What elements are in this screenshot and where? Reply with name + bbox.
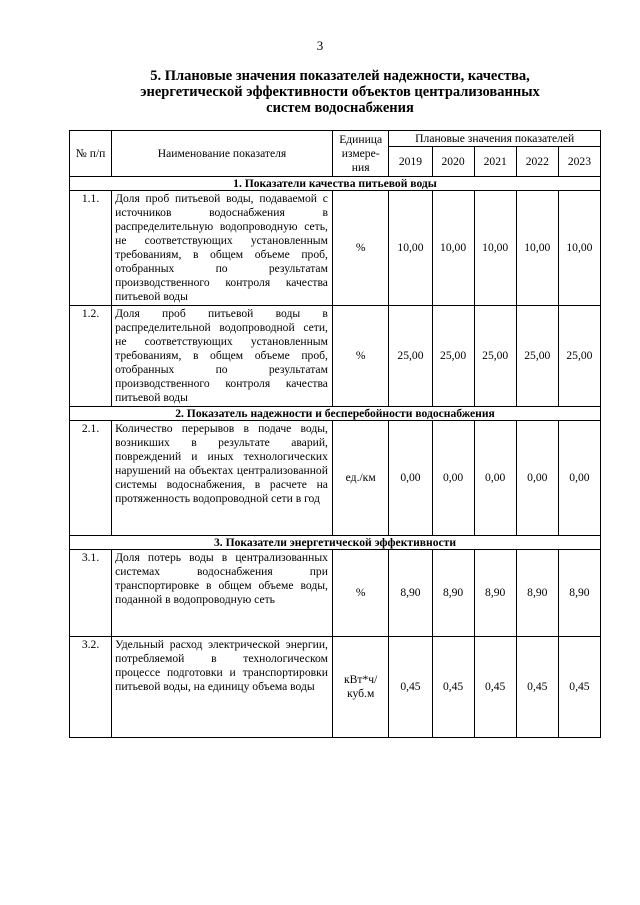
row-value: 25,00 <box>516 306 558 407</box>
header-unit: Единица измере-ния <box>332 131 388 177</box>
row-value: 25,00 <box>474 306 516 407</box>
row-indicator-name: Доля проб питьевой воды в распределительной водопроводной сети, не соответствующих установленным требованиям, в общем объеме проб, отобранных по результатам производственного контроля качества питьевой воды <box>112 306 333 407</box>
header-planned-values: Плановые значения показателей <box>389 131 601 147</box>
header-year-2021: 2021 <box>474 147 516 177</box>
row-number: 1.1. <box>70 191 112 306</box>
table-row <box>70 191 601 306</box>
row-unit: % <box>332 191 388 306</box>
row-value: 10,00 <box>474 191 516 306</box>
row-value: 0,45 <box>516 637 558 738</box>
row-value: 25,00 <box>558 306 600 407</box>
section-title: 2. Показатель надежности и бесперебойности водоснабжения <box>70 407 601 421</box>
row-value: 10,00 <box>516 191 558 306</box>
title-line-2: энергетической эффективности объектов централизованных <box>140 84 540 100</box>
header-indicator-name: Наименование показателя <box>112 131 333 177</box>
row-value: 0,00 <box>432 421 474 536</box>
row-value: 0,00 <box>558 421 600 536</box>
row-indicator-name: Доля потерь воды в централизованных системах водоснабжения при транспортировке в общем объеме воды, поданной в водопроводную сеть <box>112 550 333 637</box>
section-title: 3. Показатели энергетической эффективности <box>70 536 601 550</box>
table-row <box>70 421 601 536</box>
table-row <box>70 637 601 738</box>
indicators-table <box>69 130 601 738</box>
title-line-3: систем водоснабжения <box>266 100 414 116</box>
row-value: 0,45 <box>558 637 600 738</box>
section-title: 1. Показатели качества питьевой воды <box>70 177 601 191</box>
row-unit: ед./км <box>332 421 388 536</box>
title-line-1: 5. Плановые значения показателей надежности, качества, <box>150 68 530 84</box>
section-row <box>70 177 601 191</box>
row-unit: % <box>332 306 388 407</box>
row-unit: кВт*ч/ куб.м <box>332 637 388 738</box>
header-year-2020: 2020 <box>432 147 474 177</box>
row-indicator-name: Количество перерывов в подаче воды, возникших в результате аварий, повреждений и иных технологических нарушений на объектах централизованной системы водоснабжения, в расчете на протяженность водопроводной сети в год <box>112 421 333 536</box>
row-unit: % <box>332 550 388 637</box>
row-value: 10,00 <box>432 191 474 306</box>
row-value: 0,00 <box>516 421 558 536</box>
row-number: 3.1. <box>70 550 112 637</box>
row-value: 8,90 <box>432 550 474 637</box>
page-number: 3 <box>316 38 324 53</box>
table-row <box>70 306 601 407</box>
row-indicator-name: Доля проб питьевой воды, подаваемой с источников водоснабжения в распределительную водопроводную сеть, не соответствующих установленным требованиям, в общем объеме проб, отобранных по результатам производственного контроля качества питьевой воды <box>112 191 333 306</box>
row-number: 3.2. <box>70 637 112 738</box>
section-row <box>70 536 601 550</box>
row-value: 8,90 <box>389 550 432 637</box>
section-row <box>70 407 601 421</box>
row-value: 0,45 <box>474 637 516 738</box>
row-value: 0,00 <box>474 421 516 536</box>
row-value: 10,00 <box>558 191 600 306</box>
row-value: 0,45 <box>389 637 432 738</box>
row-number: 1.2. <box>70 306 112 407</box>
row-value: 0,00 <box>389 421 432 536</box>
row-value: 8,90 <box>516 550 558 637</box>
header-year-2019: 2019 <box>389 147 432 177</box>
table-row <box>70 550 601 637</box>
row-value: 10,00 <box>389 191 432 306</box>
row-value: 0,45 <box>432 637 474 738</box>
row-value: 25,00 <box>432 306 474 407</box>
row-indicator-name: Удельный расход электрической энергии, потребляемой в технологическом процессе подготовки и транспортировки питьевой воды, на единицу объема воды <box>112 637 333 738</box>
row-number: 2.1. <box>70 421 112 536</box>
header-year-2023: 2023 <box>558 147 600 177</box>
row-value: 8,90 <box>474 550 516 637</box>
row-value: 8,90 <box>558 550 600 637</box>
row-value: 25,00 <box>389 306 432 407</box>
header-year-2022: 2022 <box>516 147 558 177</box>
document-title <box>120 68 560 116</box>
header-number: № п/п <box>70 131 112 177</box>
